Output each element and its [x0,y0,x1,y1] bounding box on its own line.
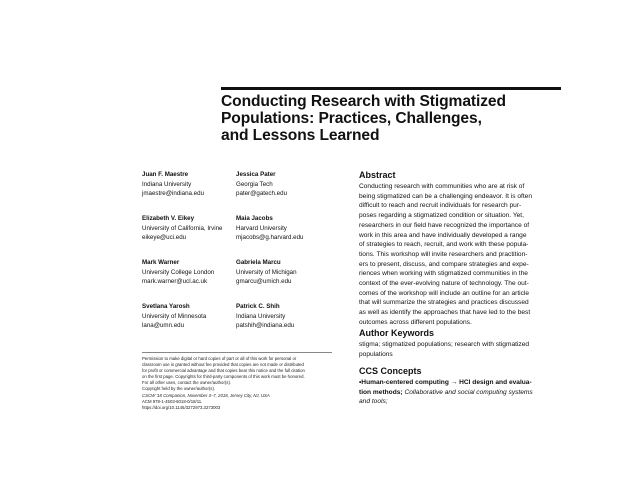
author-block [236,214,341,243]
author-name: Svetlana Yarosh [142,303,190,310]
author-list [142,170,352,340]
author-affiliation: University of California, Irvine [142,224,223,232]
permission-line: classroom use is granted without fee provided that copies are not made or distributed [142,362,304,368]
author-affiliation: University College London [142,268,215,276]
author-name: Patrick C. Shih [236,303,280,310]
author-name: Mark Warner [142,259,180,266]
author-email: lana@umn.edu [142,322,185,330]
permission-block [142,352,332,411]
abstract-line: researchers in our field have recognized the importance of [359,221,530,229]
permission-line: Copyright held by the owner/author(s). [142,386,216,392]
author-name: Juan F. Maestre [142,171,189,178]
keywords-heading: Author Keywords [359,328,435,338]
keywords-body [359,340,554,359]
abstract-line: tions. This workshop will invite researchers and practition- [359,250,528,258]
author-block [142,214,247,243]
abstract-heading: Abstract [359,170,396,180]
author-block [236,302,341,331]
ccs-line: and tools; [359,398,388,406]
abstract-line: difficult to reach and recruit individuals for research pur- [359,202,522,210]
paper-title [221,93,561,144]
author-name: Jessica Pater [236,171,276,178]
abstract-line: comes of the workshop will include an outline for an article [359,289,530,297]
title-line: Conducting Research with Stigmatized [221,93,506,110]
abstract-line: Conducting research with communities who are at risk of [359,183,525,190]
isbn-line: ACM 978-1-4503-6018-0/18/11. [142,398,203,404]
doi-link[interactable]: https://doi.org/10.1145/3272973.3273003 [142,404,221,410]
abstract-line: outcomes across different populations. [359,318,472,326]
author-block [142,302,247,331]
permission-line: Permission to make digital or hard copies of part or all of this work for personal or [142,356,297,361]
venue-line: CSCW '18 Companion, November 3–7, 2018, Jersey City, NJ, USA [142,392,270,398]
author-block [236,258,341,287]
permission-line: on the first page. Copyrights for third-party components of this work must be honored. [142,374,305,380]
ccs-line [359,388,554,398]
keywords-line: stigma; stigmatized populations; research with stigmatized [359,341,530,348]
author-affiliation: Indiana University [142,180,192,188]
ccs-bold-text: tion methods; [359,388,403,396]
title-line: Populations: Practices, Challenges, [221,110,482,127]
abstract-line: that will summarize the strategies and practices discussed [359,299,529,307]
author-affiliation: Harvard University [236,224,287,232]
title-line: and Lessons Learned [221,127,380,144]
author-name: Gabriela Marcu [236,259,281,266]
keywords-line: populations [359,350,393,358]
author-name: Elizabeth V. Eikey [142,215,195,222]
ccs-heading: CCS Concepts [359,366,422,376]
author-block [142,258,247,287]
abstract-line: ers to present, discuss, and compare strategies and expe- [359,260,529,268]
abstract-body [359,182,554,328]
abstract-line: as well as identify the approaches that have led to the best [359,309,531,317]
abstract-line: of strategies to reach, recruit, and work with these popula- [359,241,529,249]
author-email: mark.warner@ucl.ac.uk [142,278,208,286]
author-block [236,170,341,199]
author-affiliation: Indiana University [236,312,286,320]
abstract-line: work in this area and have individually developed a range [359,231,527,239]
author-affiliation: Georgia Tech [236,180,273,188]
author-affiliation: University of Minnesota [142,312,207,320]
author-email: jmaestre@indiana.edu [142,190,205,198]
ccs-italic-text: Collaborative and social computing systems [404,388,533,396]
author-email: gmarcu@umich.edu [236,278,292,286]
abstract-line: riences when working with stigmatized communities in the [359,270,528,278]
author-block [142,170,247,199]
author-name: Maia Jacobs [236,215,273,222]
ccs-line: •Human-centered computing → HCI design and evalua- [359,379,532,386]
author-email: patshih@indiana.edu [236,322,295,330]
author-email: pater@gatech.edu [236,190,288,198]
title-rule [221,87,561,90]
author-email: eikeye@uci.edu [142,234,187,242]
permission-line: For all other uses, contact the owner/author(s). [142,380,232,386]
abstract-line: poses regarding a stigmatized condition or situation. Yet, [359,212,524,220]
abstract-line: being stigmatized can be a challenging endeavor. It is often [359,192,533,200]
author-affiliation: University of Michigan [236,268,297,276]
ccs-body [359,378,554,407]
author-email: mjacobs@g.harvard.edu [236,234,304,242]
permission-line: for profit or commercial advantage and that copies bear this notice and the full citation [142,368,305,374]
abstract-line: context of the ever-evolving nature of technology. The out- [359,280,529,288]
